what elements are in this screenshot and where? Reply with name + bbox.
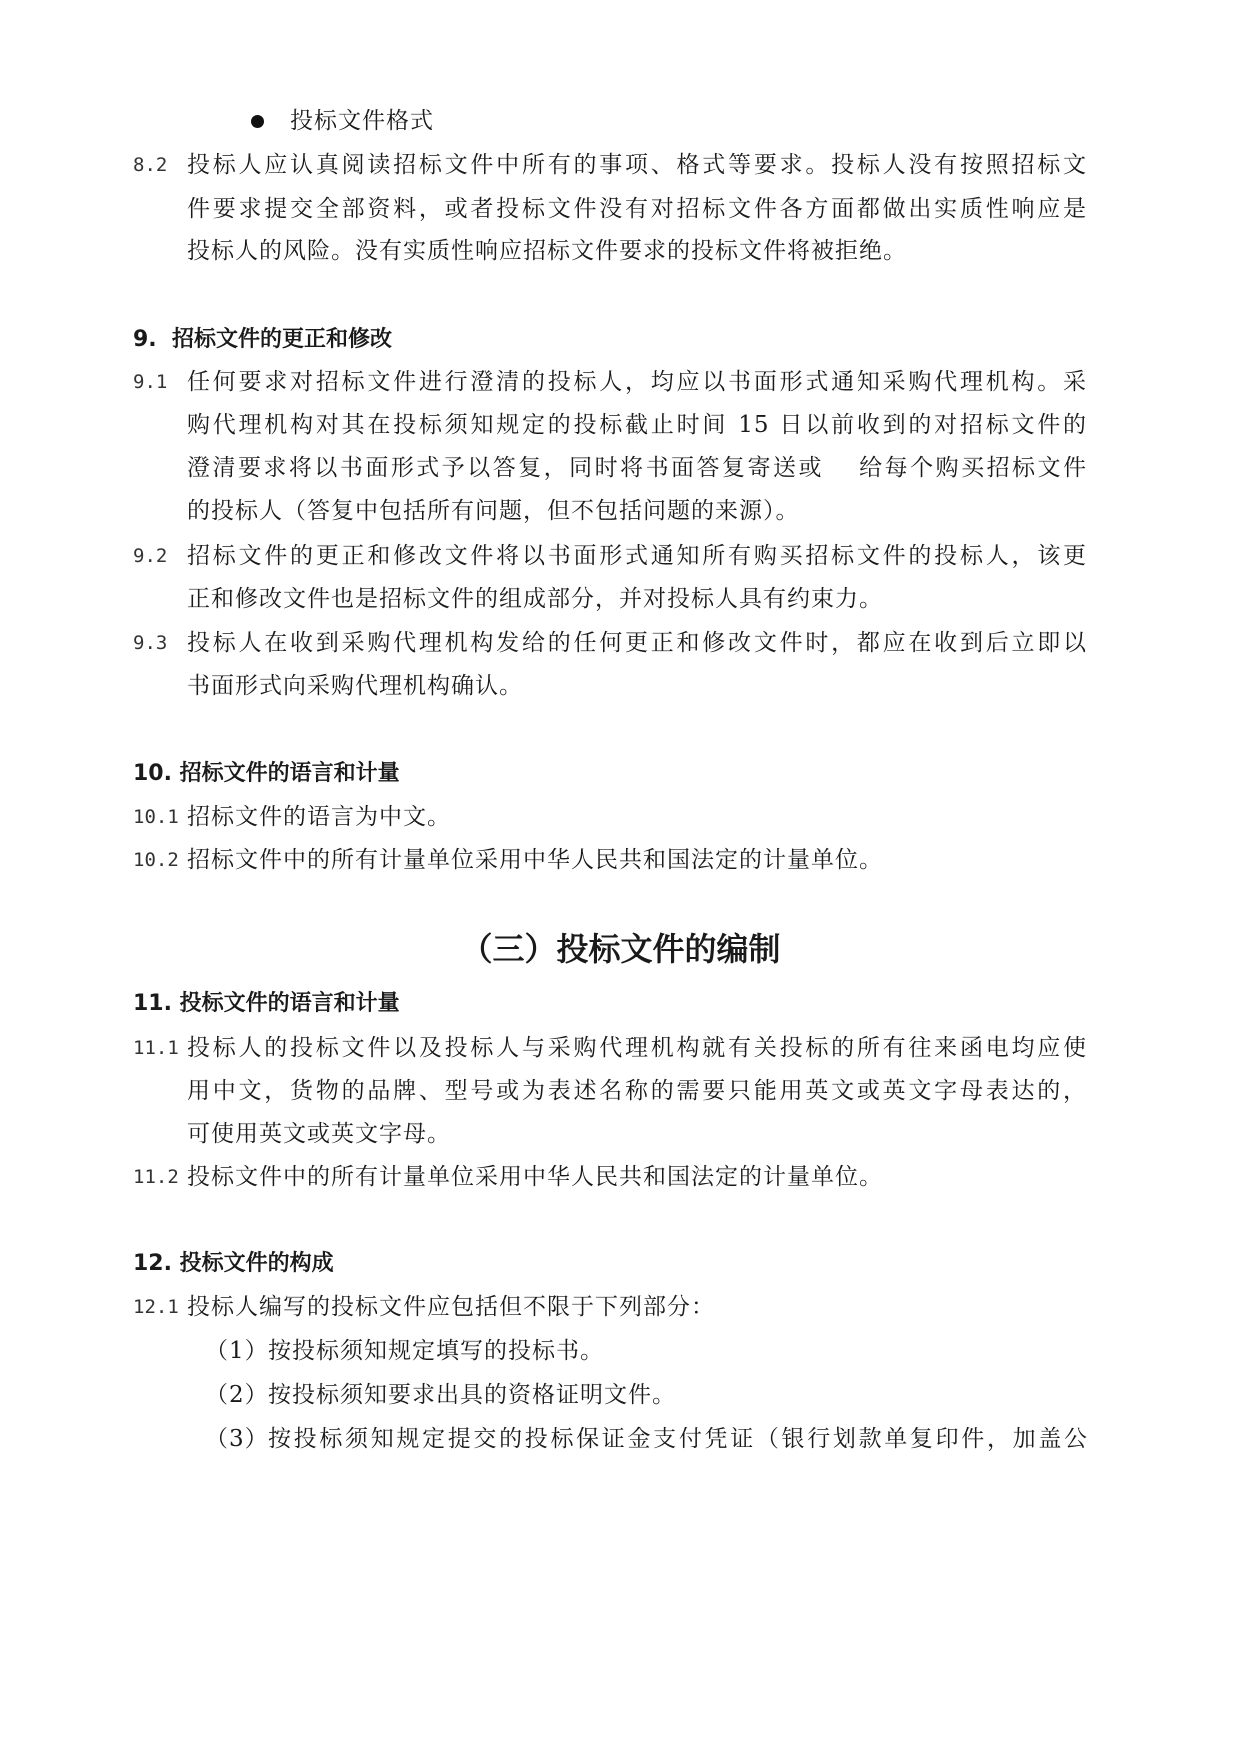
clause-10-1-text: 招标文件的语言为中文。 <box>187 804 451 830</box>
clause-9-1-line-4: 的投标人（答复中包括所有问题，但不包括问题的来源）。 <box>187 498 800 524</box>
clause-9-3-line-1: 投标人在收到采购代理机构发给的任何更正和修改文件时，都应在收到后立即以 <box>187 630 1087 656</box>
list-item-text: 按投标须知规定提交的投标保证金支付凭证（银行划款单复印件，加盖公 <box>268 1426 1088 1452</box>
clause-8-2-line-3: 投标人的风险。没有实质性响应招标文件要求的投标文件将被拒绝。 <box>187 238 907 264</box>
clause-9-2-line-1: 招标文件的更正和修改文件将以书面形式通知所有购买招标文件的投标人，该更 <box>187 543 1087 569</box>
clause-11-1-line-1: 投标人的投标文件以及投标人与采购代理机构就有关投标的所有往来函电均应使 <box>187 1035 1087 1061</box>
section-title: （三）投标文件的编制 <box>460 930 781 968</box>
clause-11-1-line-3: 可使用英文或英文字母。 <box>187 1121 451 1147</box>
clause-9-1-line-1: 任何要求对招标文件进行澄清的投标人，均应以书面形式通知采购代理机构。采 <box>187 369 1087 395</box>
clause-11-2-text: 投标文件中的所有计量单位采用中华人民共和国法定的计量单位。 <box>187 1164 883 1190</box>
heading-12: 12. 投标文件的构成 <box>133 1251 334 1276</box>
list-item-marker: （1） <box>205 1338 269 1364</box>
clause-number: 12.1 <box>133 1296 179 1318</box>
clause-number: 9.2 <box>133 545 168 567</box>
clause-9-3-line-2: 书面形式向采购代理机构确认。 <box>187 673 523 699</box>
heading-10: 10. 招标文件的语言和计量 <box>133 761 400 786</box>
bullet-icon <box>251 115 264 128</box>
list-item-marker: （3） <box>205 1426 269 1452</box>
clause-number: 10.2 <box>133 849 179 871</box>
clause-number: 8.2 <box>133 154 168 176</box>
clause-11-1-line-2: 用中文，货物的品牌、型号或为表述名称的需要只能用英文或英文字母表达的， <box>187 1078 1087 1104</box>
clause-number: 11.2 <box>133 1166 179 1188</box>
heading-11: 11. 投标文件的语言和计量 <box>133 991 400 1016</box>
clause-8-2-line-2: 件要求提交全部资料，或者投标文件没有对招标文件各方面都做出实质性响应是 <box>187 196 1087 222</box>
clause-number: 9.1 <box>133 371 168 393</box>
clause-number: 10.1 <box>133 806 179 828</box>
heading-9-title: 招标文件的更正和修改 <box>172 327 393 352</box>
clause-number: 11.1 <box>133 1037 179 1059</box>
clause-number: 9.3 <box>133 632 168 654</box>
heading-9-number: 9. <box>133 327 157 352</box>
bullet-item-text: 投标文件格式 <box>290 108 434 134</box>
list-item-marker: （2） <box>205 1382 269 1408</box>
clause-12-1-text: 投标人编写的投标文件应包括但不限于下列部分： <box>187 1294 715 1320</box>
clause-9-1-line-3: 澄清要求将以书面形式予以答复，同时将书面答复寄送或 给每个购买招标文件 <box>187 455 1087 481</box>
clause-9-2-line-2: 正和修改文件也是招标文件的组成部分，并对投标人具有约束力。 <box>187 586 883 612</box>
clause-8-2-line-1: 投标人应认真阅读招标文件中所有的事项、格式等要求。投标人没有按照招标文 <box>187 152 1087 178</box>
list-item-text: 按投标须知规定填写的投标书。 <box>268 1338 604 1364</box>
clause-10-2-text: 招标文件中的所有计量单位采用中华人民共和国法定的计量单位。 <box>187 847 883 873</box>
clause-9-1-line-2: 购代理机构对其在投标须知规定的投标截止时间 15 日以前收到的对招标文件的 <box>187 412 1087 438</box>
list-item-text: 按投标须知要求出具的资格证明文件。 <box>268 1382 676 1408</box>
